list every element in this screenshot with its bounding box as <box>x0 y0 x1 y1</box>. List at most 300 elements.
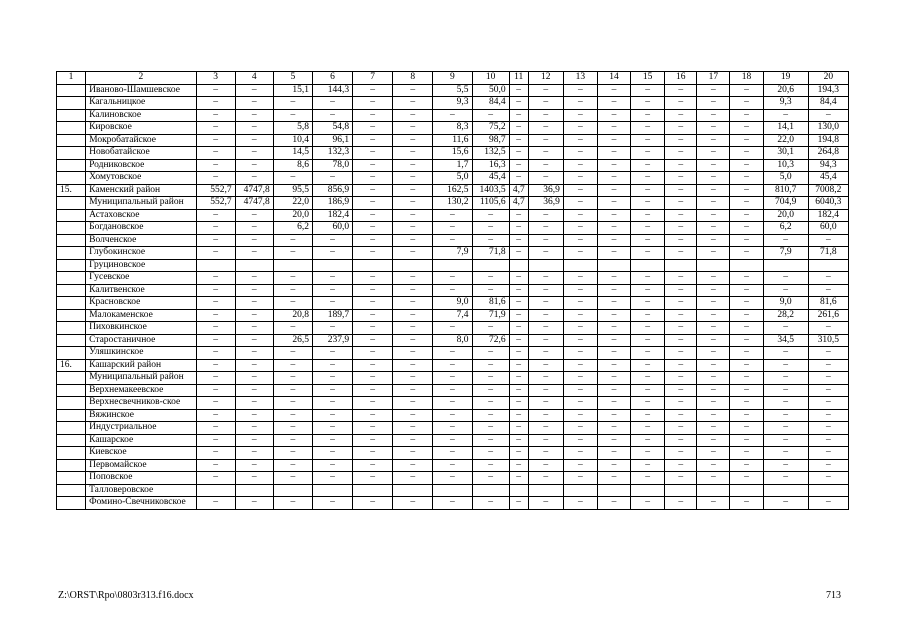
value-cell <box>730 259 763 272</box>
value-cell: – <box>353 409 393 422</box>
value-cell: – <box>235 422 273 435</box>
municipality-name-cell: Богдановское <box>86 222 196 235</box>
table-row <box>57 97 849 110</box>
value-cell: – <box>528 122 563 135</box>
value-cell: – <box>353 372 393 385</box>
value-cell: 34,5 <box>763 334 808 347</box>
municipality-name-cell: Новобатайское <box>86 147 196 160</box>
value-cell: – <box>563 497 597 510</box>
value-cell: – <box>763 322 808 335</box>
municipality-name-cell: Кашарское <box>86 434 196 447</box>
value-cell: 7,9 <box>763 247 808 260</box>
value-cell: – <box>353 184 393 197</box>
value-cell: – <box>730 372 763 385</box>
value-cell: – <box>235 84 273 97</box>
value-cell: – <box>597 372 630 385</box>
value-cell: – <box>472 209 509 222</box>
value-cell: 9,0 <box>763 297 808 310</box>
municipality-name-cell: Кировское <box>86 122 196 135</box>
value-cell: – <box>665 297 697 310</box>
table-row <box>57 197 849 210</box>
value-cell: – <box>528 297 563 310</box>
value-cell: – <box>808 234 848 247</box>
value-cell: 16,3 <box>472 159 509 172</box>
value-cell <box>393 484 433 497</box>
value-cell: – <box>273 97 312 110</box>
value-cell: – <box>312 434 352 447</box>
value-cell: – <box>196 497 235 510</box>
value-cell: – <box>273 272 312 285</box>
value-cell: – <box>472 397 509 410</box>
value-cell: – <box>730 159 763 172</box>
value-cell: – <box>665 222 697 235</box>
value-cell: – <box>528 397 563 410</box>
value-cell: – <box>273 347 312 360</box>
value-cell: – <box>763 422 808 435</box>
row-number-cell <box>57 447 86 460</box>
value-cell: – <box>235 147 273 160</box>
value-cell: – <box>433 384 472 397</box>
value-cell: – <box>433 209 472 222</box>
municipality-name-cell: Муниципальный район <box>86 197 196 210</box>
value-cell: – <box>196 422 235 435</box>
value-cell: 162,5 <box>433 184 472 197</box>
value-cell: – <box>730 334 763 347</box>
value-cell: – <box>808 497 848 510</box>
value-cell: – <box>393 409 433 422</box>
value-cell: – <box>763 472 808 485</box>
value-cell: 20,0 <box>273 209 312 222</box>
value-cell: – <box>433 284 472 297</box>
value-cell: – <box>730 447 763 460</box>
value-cell: – <box>509 347 528 360</box>
value-cell <box>697 484 730 497</box>
value-cell: – <box>631 222 665 235</box>
value-cell: – <box>665 84 697 97</box>
value-cell: – <box>509 97 528 110</box>
value-cell: – <box>563 247 597 260</box>
value-cell: – <box>235 447 273 460</box>
value-cell: – <box>235 347 273 360</box>
value-cell: – <box>196 434 235 447</box>
value-cell: – <box>665 347 697 360</box>
value-cell: – <box>730 397 763 410</box>
value-cell: – <box>235 472 273 485</box>
value-cell: – <box>563 134 597 147</box>
value-cell <box>631 259 665 272</box>
value-cell: 4,7 <box>509 197 528 210</box>
value-cell: 130,0 <box>808 122 848 135</box>
value-cell: 71,8 <box>472 247 509 260</box>
value-cell: 4747,8 <box>235 184 273 197</box>
value-cell: – <box>509 247 528 260</box>
value-cell: – <box>393 197 433 210</box>
value-cell: 81,6 <box>808 297 848 310</box>
value-cell: – <box>196 384 235 397</box>
table-row <box>57 259 849 272</box>
value-cell: – <box>393 447 433 460</box>
value-cell: – <box>697 422 730 435</box>
value-cell: – <box>697 209 730 222</box>
value-cell: – <box>509 209 528 222</box>
row-number-cell <box>57 234 86 247</box>
value-cell: – <box>235 409 273 422</box>
value-cell: – <box>597 459 630 472</box>
value-cell: – <box>528 272 563 285</box>
value-cell: 1105,6 <box>472 197 509 210</box>
value-cell: – <box>631 322 665 335</box>
value-cell: – <box>509 334 528 347</box>
municipality-name-cell: Волченское <box>86 234 196 247</box>
value-cell: – <box>697 322 730 335</box>
value-cell: – <box>528 347 563 360</box>
value-cell: – <box>597 222 630 235</box>
value-cell: – <box>665 284 697 297</box>
value-cell: 60,0 <box>312 222 352 235</box>
value-cell: 5,5 <box>433 84 472 97</box>
column-number: 14 <box>597 72 630 85</box>
column-number: 20 <box>808 72 848 85</box>
value-cell: – <box>730 234 763 247</box>
value-cell: – <box>665 272 697 285</box>
value-cell: – <box>697 222 730 235</box>
value-cell: – <box>196 272 235 285</box>
value-cell: – <box>472 384 509 397</box>
value-cell: – <box>472 284 509 297</box>
value-cell: – <box>730 134 763 147</box>
value-cell: – <box>631 184 665 197</box>
value-cell: – <box>312 397 352 410</box>
municipality-name-cell: Астаховское <box>86 209 196 222</box>
value-cell: 20,0 <box>763 209 808 222</box>
value-cell: – <box>393 247 433 260</box>
value-cell: – <box>808 434 848 447</box>
value-cell: – <box>631 447 665 460</box>
row-number-cell <box>57 422 86 435</box>
value-cell <box>196 259 235 272</box>
value-cell: – <box>563 297 597 310</box>
column-number: 10 <box>472 72 509 85</box>
column-number: 16 <box>665 72 697 85</box>
value-cell: – <box>433 447 472 460</box>
value-cell: – <box>528 359 563 372</box>
value-cell: – <box>472 447 509 460</box>
value-cell: – <box>665 422 697 435</box>
value-cell: – <box>631 309 665 322</box>
value-cell: – <box>631 247 665 260</box>
value-cell: – <box>563 372 597 385</box>
value-cell: – <box>808 347 848 360</box>
value-cell: – <box>509 134 528 147</box>
row-number-cell <box>57 459 86 472</box>
value-cell: 8,3 <box>433 122 472 135</box>
value-cell: – <box>196 159 235 172</box>
value-cell: – <box>763 384 808 397</box>
row-number-cell <box>57 434 86 447</box>
value-cell: – <box>528 109 563 122</box>
table-row <box>57 184 849 197</box>
value-cell: – <box>472 234 509 247</box>
value-cell: – <box>273 322 312 335</box>
value-cell: – <box>697 272 730 285</box>
value-cell: – <box>763 409 808 422</box>
municipality-name-cell: Уляшкинское <box>86 347 196 360</box>
column-number: 8 <box>393 72 433 85</box>
value-cell: – <box>353 209 393 222</box>
value-cell: – <box>235 159 273 172</box>
value-cell <box>353 259 393 272</box>
value-cell: – <box>665 359 697 372</box>
value-cell: – <box>563 184 597 197</box>
value-cell: – <box>353 97 393 110</box>
value-cell: – <box>665 447 697 460</box>
value-cell: – <box>763 447 808 460</box>
column-number: 5 <box>273 72 312 85</box>
value-cell: – <box>312 409 352 422</box>
value-cell: – <box>235 172 273 185</box>
value-cell: – <box>808 459 848 472</box>
value-cell: – <box>273 497 312 510</box>
value-cell: – <box>235 309 273 322</box>
value-cell: 261,6 <box>808 309 848 322</box>
value-cell: – <box>808 359 848 372</box>
value-cell: – <box>631 397 665 410</box>
value-cell: – <box>472 372 509 385</box>
value-cell: – <box>509 447 528 460</box>
value-cell: – <box>196 472 235 485</box>
value-cell: – <box>273 422 312 435</box>
value-cell: – <box>509 222 528 235</box>
value-cell: – <box>196 97 235 110</box>
value-cell: – <box>563 284 597 297</box>
value-cell: 96,1 <box>312 134 352 147</box>
value-cell: – <box>353 359 393 372</box>
value-cell <box>763 259 808 272</box>
value-cell: – <box>697 472 730 485</box>
value-cell: – <box>665 372 697 385</box>
value-cell: – <box>528 409 563 422</box>
value-cell: – <box>472 322 509 335</box>
value-cell: – <box>665 209 697 222</box>
row-number-cell <box>57 84 86 97</box>
table-row <box>57 297 849 310</box>
value-cell: – <box>353 234 393 247</box>
column-number: 12 <box>528 72 563 85</box>
value-cell: – <box>730 247 763 260</box>
table-row <box>57 272 849 285</box>
value-cell: – <box>353 122 393 135</box>
municipality-name-cell: Мокробатайское <box>86 134 196 147</box>
value-cell: – <box>509 409 528 422</box>
value-cell: – <box>563 472 597 485</box>
value-cell: – <box>433 347 472 360</box>
row-number-cell <box>57 109 86 122</box>
value-cell: 11,6 <box>433 134 472 147</box>
value-cell: – <box>235 209 273 222</box>
value-cell: – <box>393 334 433 347</box>
table-row <box>57 159 849 172</box>
value-cell: – <box>763 347 808 360</box>
column-number: 11 <box>509 72 528 85</box>
value-cell: – <box>528 234 563 247</box>
value-cell <box>528 259 563 272</box>
value-cell: – <box>730 97 763 110</box>
value-cell: – <box>472 222 509 235</box>
value-cell: 84,4 <box>808 97 848 110</box>
value-cell: – <box>393 372 433 385</box>
value-cell: – <box>631 422 665 435</box>
value-cell: – <box>730 84 763 97</box>
value-cell: 50,0 <box>472 84 509 97</box>
value-cell: – <box>730 459 763 472</box>
value-cell: – <box>235 297 273 310</box>
value-cell: – <box>433 222 472 235</box>
municipality-name-cell: Родниковское <box>86 159 196 172</box>
value-cell: – <box>273 384 312 397</box>
value-cell: – <box>763 459 808 472</box>
value-cell: – <box>393 434 433 447</box>
value-cell: – <box>808 447 848 460</box>
value-cell: – <box>665 434 697 447</box>
value-cell: – <box>196 297 235 310</box>
value-cell: – <box>353 159 393 172</box>
value-cell: 132,5 <box>472 147 509 160</box>
value-cell: 5,0 <box>763 172 808 185</box>
value-cell: – <box>697 284 730 297</box>
value-cell: – <box>563 309 597 322</box>
value-cell: – <box>472 459 509 472</box>
value-cell: – <box>509 472 528 485</box>
value-cell <box>563 259 597 272</box>
value-cell: – <box>528 334 563 347</box>
statistics-table <box>56 71 849 510</box>
value-cell: – <box>730 284 763 297</box>
value-cell: – <box>312 109 352 122</box>
value-cell: – <box>312 472 352 485</box>
value-cell <box>528 484 563 497</box>
municipality-name-cell: Фомино-Свечниковское <box>86 497 196 510</box>
value-cell: 84,4 <box>472 97 509 110</box>
value-cell <box>235 259 273 272</box>
value-cell: – <box>563 147 597 160</box>
value-cell: – <box>393 359 433 372</box>
value-cell: – <box>353 447 393 460</box>
value-cell: – <box>730 222 763 235</box>
row-number-cell <box>57 409 86 422</box>
value-cell <box>273 259 312 272</box>
municipality-name-cell: Каменский район <box>86 184 196 197</box>
column-number: 13 <box>563 72 597 85</box>
column-number: 9 <box>433 72 472 85</box>
municipality-name-cell: Пиховкинское <box>86 322 196 335</box>
value-cell: – <box>509 122 528 135</box>
value-cell: 8,0 <box>433 334 472 347</box>
value-cell: – <box>196 409 235 422</box>
value-cell: – <box>393 172 433 185</box>
value-cell: – <box>353 84 393 97</box>
value-cell: – <box>665 109 697 122</box>
value-cell: – <box>665 397 697 410</box>
row-number-cell <box>57 347 86 360</box>
table-row <box>57 397 849 410</box>
value-cell: – <box>631 122 665 135</box>
table-row <box>57 134 849 147</box>
value-cell: 20,6 <box>763 84 808 97</box>
value-cell: – <box>235 334 273 347</box>
value-cell: 14,5 <box>273 147 312 160</box>
value-cell: – <box>597 184 630 197</box>
value-cell: – <box>393 297 433 310</box>
value-cell: – <box>273 297 312 310</box>
value-cell: – <box>196 247 235 260</box>
value-cell: 81,6 <box>472 297 509 310</box>
value-cell: – <box>631 84 665 97</box>
value-cell: 71,9 <box>472 309 509 322</box>
value-cell: – <box>353 384 393 397</box>
value-cell: – <box>597 122 630 135</box>
value-cell: – <box>235 322 273 335</box>
municipality-name-cell: Малокаменское <box>86 309 196 322</box>
value-cell: – <box>509 384 528 397</box>
value-cell: – <box>808 384 848 397</box>
value-cell: – <box>563 159 597 172</box>
value-cell: – <box>353 297 393 310</box>
value-cell <box>730 484 763 497</box>
value-cell: 7008,2 <box>808 184 848 197</box>
table-row <box>57 422 849 435</box>
value-cell: – <box>597 434 630 447</box>
value-cell: – <box>528 284 563 297</box>
value-cell: – <box>697 384 730 397</box>
value-cell: – <box>697 347 730 360</box>
value-cell: – <box>597 84 630 97</box>
value-cell: – <box>433 409 472 422</box>
value-cell: – <box>631 472 665 485</box>
value-cell: – <box>273 434 312 447</box>
value-cell: – <box>631 109 665 122</box>
value-cell: – <box>472 497 509 510</box>
row-number-cell <box>57 297 86 310</box>
table-row <box>57 234 849 247</box>
value-cell: – <box>528 172 563 185</box>
value-cell: – <box>697 497 730 510</box>
value-cell: – <box>808 397 848 410</box>
table-row <box>57 122 849 135</box>
value-cell: – <box>235 122 273 135</box>
value-cell: – <box>353 497 393 510</box>
value-cell: – <box>353 134 393 147</box>
value-cell: 14,1 <box>763 122 808 135</box>
value-cell: – <box>528 84 563 97</box>
value-cell: – <box>312 422 352 435</box>
municipality-name-cell: Вяжинское <box>86 409 196 422</box>
column-number: 3 <box>196 72 235 85</box>
value-cell: – <box>433 322 472 335</box>
value-cell: – <box>597 159 630 172</box>
value-cell: – <box>235 97 273 110</box>
value-cell: – <box>312 359 352 372</box>
value-cell: – <box>509 297 528 310</box>
value-cell: 1403,5 <box>472 184 509 197</box>
value-cell: – <box>597 247 630 260</box>
value-cell: – <box>697 147 730 160</box>
value-cell: – <box>433 434 472 447</box>
table-row <box>57 384 849 397</box>
municipality-name-cell: Старостаничное <box>86 334 196 347</box>
value-cell: – <box>353 272 393 285</box>
value-cell: – <box>433 272 472 285</box>
table-row <box>57 247 849 260</box>
